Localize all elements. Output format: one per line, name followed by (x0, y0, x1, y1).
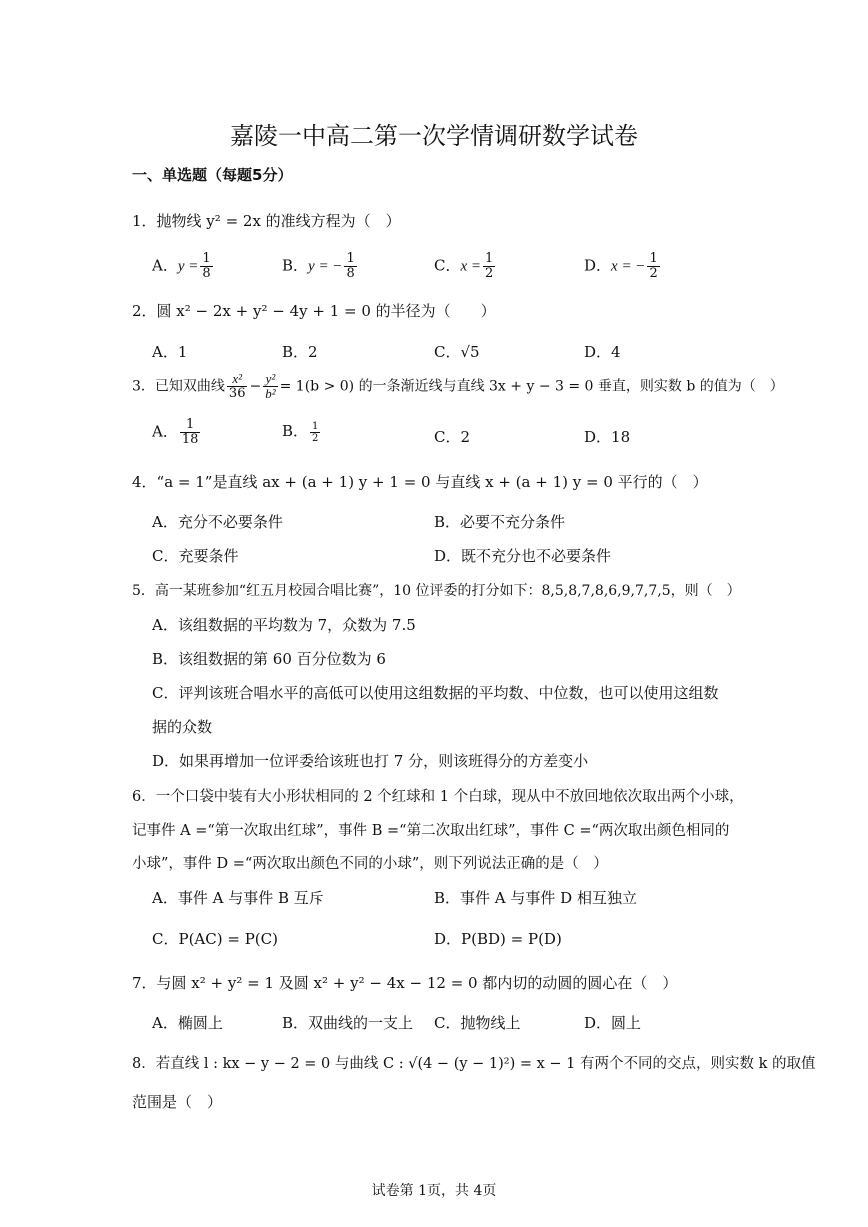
question-4-stem: 4．“a = 1”是直线 ax + (a + 1) y + 1 = 0 与直线 x + (a + 1) y = 0 平行的（ ） (132, 473, 708, 491)
question-7-option-b: B．双曲线的一支上 (282, 1014, 414, 1032)
question-4-option-a: A．充分不必要条件 (152, 513, 283, 531)
question-6-option-d: D．P(BD) = P(D) (434, 930, 562, 948)
question-4-option-c: C．充要条件 (152, 547, 239, 565)
question-5-option-b: B．该组数据的第 60 百分位数为 6 (152, 650, 386, 668)
page-footer: 试卷第 1页，共 4页 (371, 1183, 497, 1199)
question-3-option-c: C．2 (434, 428, 471, 446)
question-6-option-a: A．事件 A 与事件 B 互斥 (152, 889, 324, 907)
question-8-line-1: 8．若直线 l : kx − y − 2 = 0 与曲线 C : √(4 − (y − 1)²) = x − 1 有两个不同的交点，则实数 k 的取值 (132, 1056, 816, 1072)
page-title: 嘉陵一中高二第一次学情调研数学试卷 (230, 122, 638, 150)
question-5-option-a: A．该组数据的平均数为 7，众数为 7.5 (152, 616, 416, 634)
fraction: $\frac{1}{18}$ (181, 417, 199, 447)
fraction: $\frac{1}{2}$ (649, 251, 658, 281)
question-1-option-c: C．x = $\frac{1}{2}$ (434, 251, 494, 281)
question-5-option-d: D．如果再增加一位评委给该班也打 7 分，则该班得分的方差变小 (152, 752, 589, 770)
question-5-stem: 5．高一某班参加“红五月校园合唱比赛”，10 位评委的打分如下：8,5,8,7,8,6,9,7,7,5，则（ ） (132, 583, 741, 599)
question-7-option-a: A．椭圆上 (152, 1014, 223, 1032)
question-6-option-c: C．P(AC) = P(C) (152, 930, 278, 948)
question-1-stem: 1．抛物线 y² = 2x 的准线方程为（ ） (132, 212, 401, 230)
question-7-option-d: D．圆上 (584, 1014, 642, 1032)
question-6-line-1: 6．一个口袋中装有大小形状相同的 2 个红球和 1 个白球，现从中不放回地依次取出两个小球， (132, 789, 744, 805)
question-7-stem: 7．与圆 x² + y² = 1 及圆 x² + y² − 4x − 12 = 0 都内切的动圆的圆心在（ ） (132, 974, 678, 992)
question-3-stem: 3．已知双曲线 $\frac{\text{x²}}{36}$ − $\frac{\text{y²}}{\text{b²}}$ = 1(b > 0) 的一条渐近线与直线 3x + y − 3 = 0 垂直，则实数 b 的值为（ ） (132, 371, 784, 401)
question-2-option-d: D．4 (584, 343, 621, 361)
fraction: $\frac{\text{x²}}{36}$ (228, 371, 246, 401)
question-1-option-d: D．x = − $\frac{1}{2}$ (584, 251, 658, 281)
question-7-option-c: C．抛物线上 (434, 1014, 521, 1032)
question-5-option-c-cont: 据的众数 (152, 718, 213, 736)
question-2-option-a: A．1 (152, 343, 188, 361)
question-6-option-b: B．事件 A 与事件 D 相互独立 (434, 889, 637, 907)
fraction: $\frac{\text{y²}}{\text{b²}}$ (265, 371, 276, 401)
section-heading: 一、单选题（每题5分） (132, 166, 293, 184)
question-2-option-c: C．√5 (434, 343, 480, 361)
question-6-line-2: 记事件 A =“第一次取出红球”，事件 B =“第二次取出红球”，事件 C =“两次取出颜色相同的 (132, 823, 730, 839)
question-5-option-c: C．评判该班合唱水平的高低可以使用这组数据的平均数、中位数，也可以使用这组数 (152, 684, 719, 702)
question-2-stem: 2．圆 x² − 2x + y² − 4y + 1 = 0 的半径为（ ） (132, 302, 496, 320)
fraction: $\frac{1}{8}$ (202, 251, 211, 281)
question-8-line-2: 范围是（ ） (132, 1093, 223, 1111)
question-2-option-b: B．2 (282, 343, 318, 361)
question-4-option-b: B．必要不充分条件 (434, 513, 566, 531)
question-6-line-3: 小球”，事件 D =“两次取出颜色不同的小球”，则下列说法正确的是（ ） (132, 856, 608, 872)
question-4-option-d: D．既不充分也不必要条件 (434, 547, 612, 565)
fraction: $\frac{1}{8}$ (346, 251, 355, 281)
question-3-option-b: B． $\frac{1}{2}$ (282, 420, 319, 444)
question-1-option-a: A．y = $\frac{1}{8}$ (152, 251, 211, 281)
question-3-option-d: D．18 (584, 428, 631, 446)
fraction: $\frac{1}{2}$ (485, 251, 494, 281)
question-1-option-b: B．y = − $\frac{1}{8}$ (282, 251, 355, 281)
question-3-option-a: A． $\frac{1}{18}$ (152, 417, 199, 447)
fraction: $\frac{1}{2}$ (312, 420, 319, 444)
